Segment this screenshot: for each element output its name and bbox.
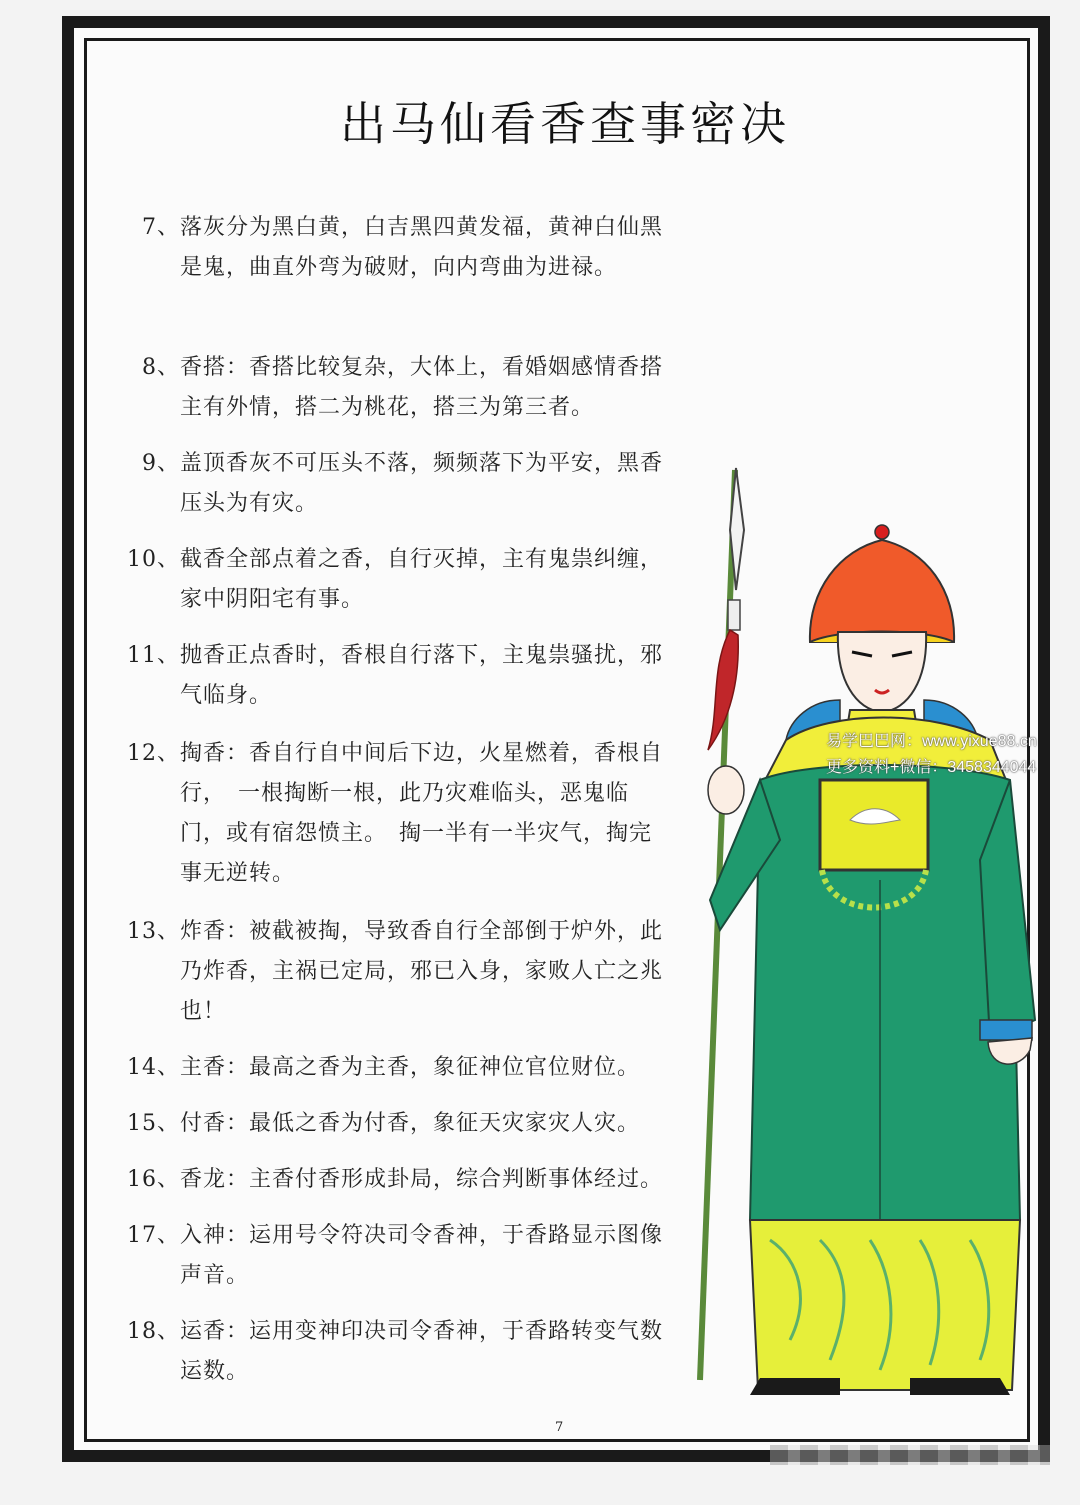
guard-illustration	[690, 460, 1040, 1400]
list-item: 15、付香：最低之香为付香，象征天灾家灾人灾。	[127, 1111, 641, 1136]
list-item: 9、盖顶香灰不可压头不落，频频落下为平安，黑香压头为有灾。	[142, 451, 664, 516]
page-number: 7	[555, 1420, 564, 1435]
list-item: 16、香龙：主香付香形成卦局，综合判断事体经过。	[127, 1167, 664, 1192]
scan-artifact	[770, 1445, 1050, 1465]
robe-hem	[750, 1220, 1020, 1390]
face	[838, 632, 926, 712]
list-item: 12、掏香：香自行自中间后下边，火星燃着，香根自行， 一根掏断一根，此乃灾难临头，恶鬼临门，或有宿怨愤主。 掏一半有一半灾气，掏完事无逆转。	[127, 741, 664, 886]
list-item: 14、主香：最高之香为主香，象征神位官位财位。	[127, 1055, 641, 1080]
list-item: 8、香搭：香搭比较复杂，大体上，看婚姻感情香搭主有外情，搭二为桃花，搭三为第三者。	[142, 355, 664, 420]
watermark-line-2: 更多资料+微信：3458344044	[826, 759, 1037, 776]
list-item: 13、炸香：被截被掏，导致香自行全部倒于炉外，此乃炸香，主祸已定局，邪已入身，家败人亡之兆也！	[127, 919, 664, 1024]
list-item: 7、落灰分为黑白黄，白吉黑四黄发福，黄神白仙黑是鬼，曲直外弯为破财，向内弯曲为进禄。	[142, 215, 664, 280]
hat	[810, 540, 954, 642]
page-title: 出马仙看香查事密决	[340, 97, 790, 151]
list-item: 17、入神：运用号令符决司令香神，于香路显示图像声音。	[127, 1223, 664, 1288]
list-item: 18、运香：运用变神印决司令香神，于香路转变气数运数。	[127, 1319, 664, 1384]
rank-badge	[820, 780, 928, 870]
list-item: 11、抛香正点香时，香根自行落下，主鬼祟骚扰，邪气临身。	[127, 643, 664, 708]
watermark-line-1: 易学巴巴网：www.yixue88.cn	[826, 733, 1037, 750]
hat-knob	[875, 525, 889, 539]
list-item: 10、截香全部点着之香，自行灭掉，主有鬼祟纠缠，家中阴阳宅有事。	[127, 547, 664, 612]
